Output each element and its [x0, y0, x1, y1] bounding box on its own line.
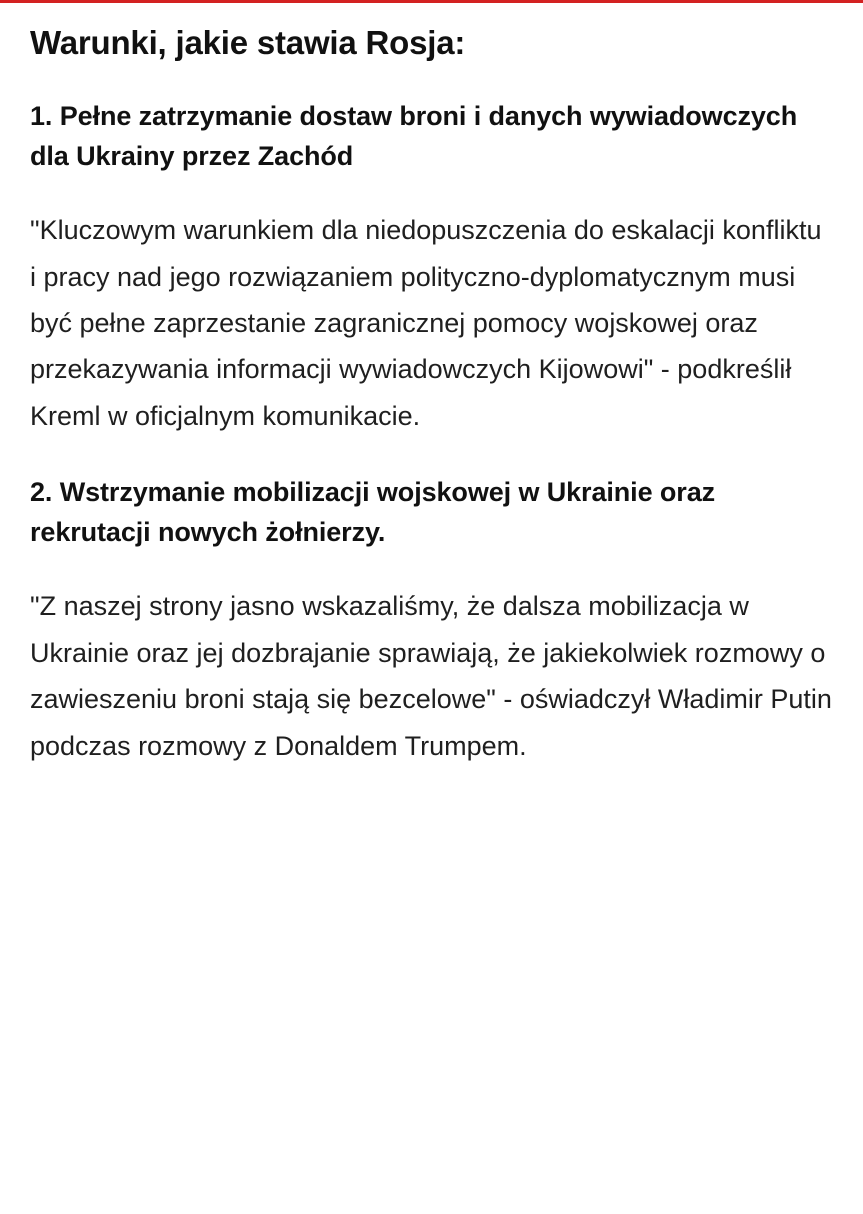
page-title: Warunki, jakie stawia Rosja: — [30, 24, 466, 61]
top-accent-rule — [0, 0, 863, 3]
article-content — [30, 0, 833, 769]
condition-2-block — [30, 473, 833, 769]
condition-2-heading: 2. Wstrzymanie mobilizacji wojskowej w Ukrainie oraz rekrutacji nowych żołnierzy. — [30, 477, 716, 548]
condition-1-block — [30, 97, 833, 439]
condition-1-quote: "Kluczowym warunkiem dla niedopuszczenia do eskalacji konfliktu i pracy nad jego rozwiązaniem polityczno-dyplomatycznym musi być pełne zaprzestanie zagranicznej pomocy wojskowej oraz przekazywania informacji wywiadowczych Kijowowi" - podkreślił Kreml w oficjalnym komunikacie. — [30, 215, 822, 431]
condition-1-heading: 1. Pełne zatrzymanie dostaw broni i danych wywiadowczych dla Ukrainy przez Zachód — [30, 101, 798, 172]
condition-2-quote: "Z naszej strony jasno wskazaliśmy, że dalsza mobilizacja w Ukrainie oraz jej dozbrajanie sprawiają, że jakiekolwiek rozmowy o zawieszeniu broni stają się bezcelowe" - oświadczył Władimir Putin podczas rozmowy z Donaldem Trumpem. — [30, 591, 832, 761]
